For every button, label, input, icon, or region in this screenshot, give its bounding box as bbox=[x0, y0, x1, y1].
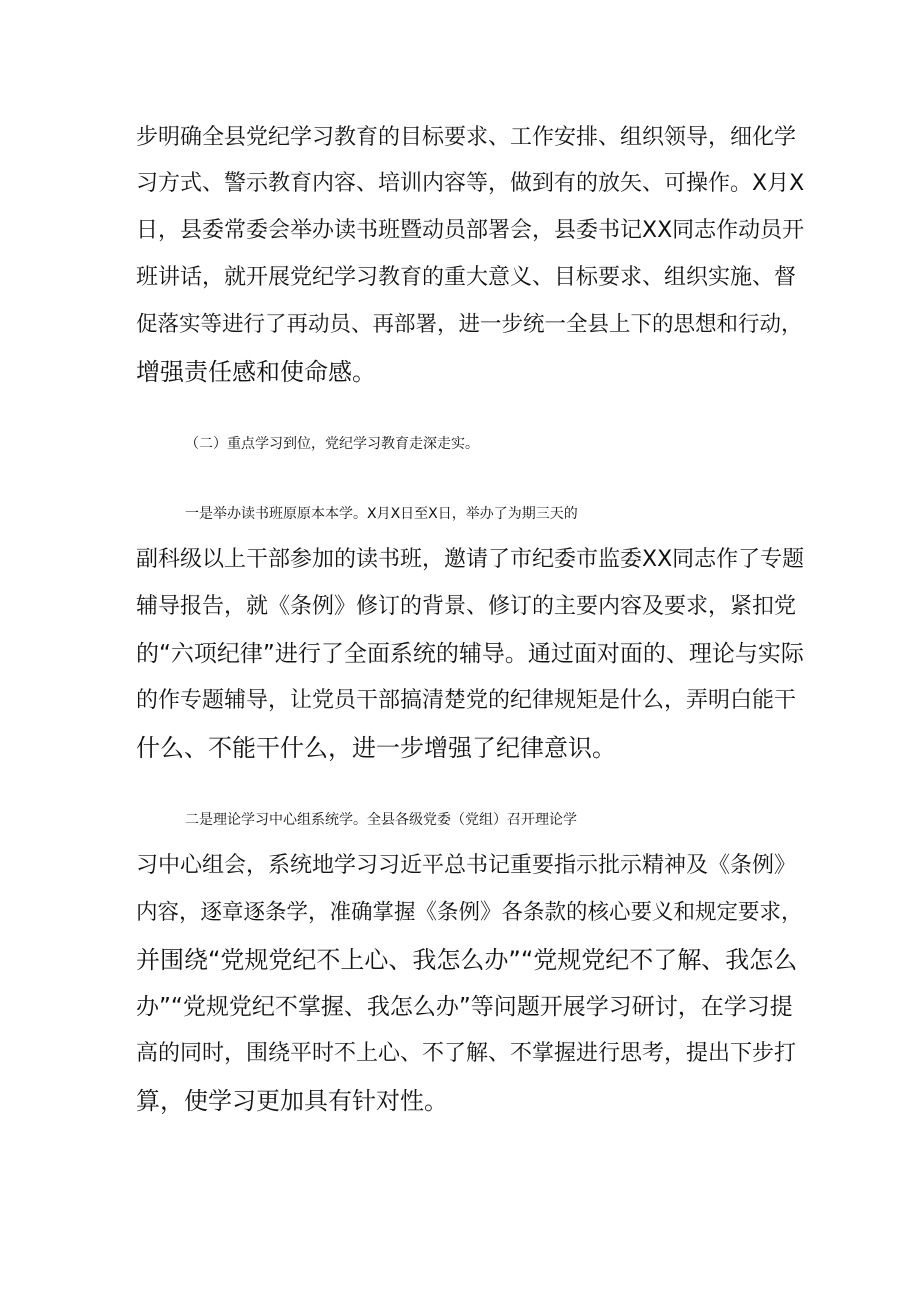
text-line: 促落实等进行了再动员、再部署，进一步统一全县上下的思想和行动， bbox=[136, 312, 803, 337]
text-line: 增强责任感和使命感。 bbox=[136, 358, 376, 386]
text-line: 高的同时，围绕平时不上心、不了解、不掌握进行思考，提出下步打 bbox=[136, 1041, 797, 1066]
text-line: 什么、不能干什么，进一步增强了纪律意识。 bbox=[136, 734, 616, 762]
text-line: 副科级以上干部参加的读书班，邀请了市纪委市监委XX同志作了专题 bbox=[136, 547, 805, 572]
text-line: 的“六项纪律”进行了全面系统的辅导。通过面对面的、理论与实际 bbox=[136, 641, 804, 667]
text-line: 班讲话，就开展党纪学习教育的重大意义、目标要求、组织实施、督 bbox=[136, 265, 797, 290]
text-line: 内容，逐章逐条学，准确掌握《条例》各条款的核心要义和规定要求， bbox=[136, 900, 803, 925]
text-line: 习方式、警示教育内容、培训内容等，做到有的放矢、可操作。X月X bbox=[136, 171, 805, 196]
text-line: 二是理论学习中心组系统学。全县各级党委（党组）召开理论学 bbox=[185, 812, 577, 828]
text-line: 习中心组会，系统地学习习近平总书记重要指示批示精神及《条例》 bbox=[136, 853, 797, 878]
text-line: 的作专题辅导，让党员干部搞清楚党的纪律规矩是什么，弄明白能干 bbox=[136, 688, 797, 713]
text-line: 日，县委常委会举办读书班暨动员部署会，县委书记XX同志作动员开 bbox=[136, 218, 805, 243]
text-line: 辅导报告，就《条例》修订的背景、修订的主要内容及要求，紧扣党 bbox=[136, 594, 797, 619]
text-line: 并围绕“党规党纪不上心、我怎么办”“党规党纪不了解、我怎么 bbox=[136, 946, 798, 974]
text-line: 办”“党规党纪不掌握、我怎么办”等问题开展学习研讨，在学习提 bbox=[136, 994, 793, 1020]
text-line: 一是举办读书班原原本本学。X月X日至X日，举办了为期三天的 bbox=[185, 506, 578, 522]
text-line: 步明确全县党纪学习教育的目标要求、工作安排、组织领导，细化学 bbox=[136, 125, 797, 150]
section-heading: （二）重点学习到位，党纪学习教育走深走实。 bbox=[185, 436, 479, 452]
text-line: 算，使学习更加具有针对性。 bbox=[136, 1087, 448, 1115]
